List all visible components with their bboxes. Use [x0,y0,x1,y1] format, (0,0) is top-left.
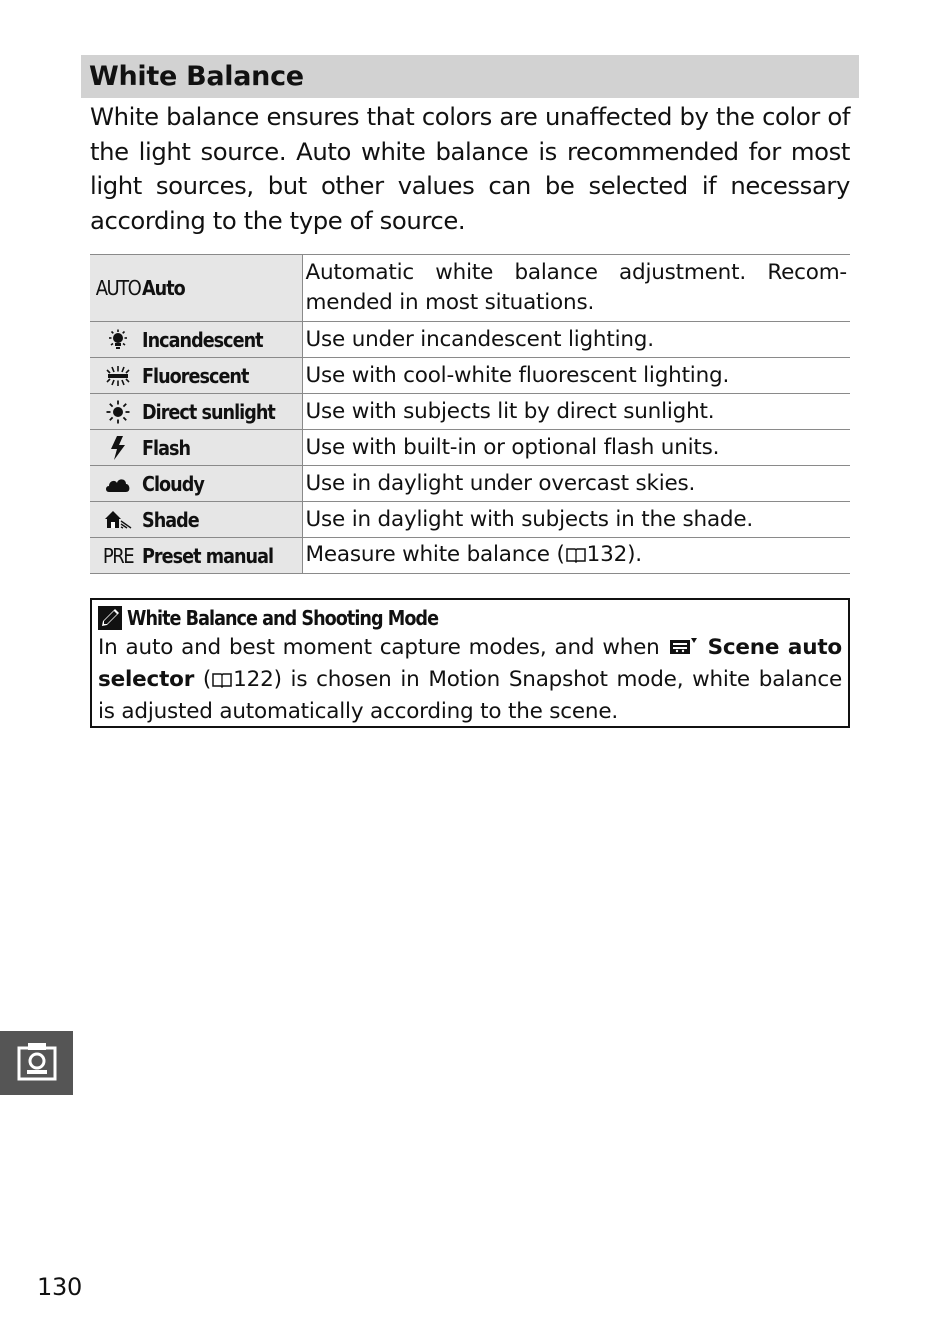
mode-name: Flash [142,435,191,460]
table-row [90,255,850,322]
table-row [90,394,850,430]
section-title: White Balance [89,61,304,92]
note-box [90,598,850,728]
mode-name: Fluorescent [142,363,249,388]
auto-icon: AUTO [95,276,141,300]
table-row [90,538,850,574]
shade-icon [94,510,142,530]
page-ref[interactable]: 122 [233,667,274,692]
mode-name: Shade [142,507,199,532]
table-row [90,322,850,358]
cloudy-icon [94,475,142,493]
mode-description: Use in daylight with subjects in the shade. [302,502,850,538]
book-ref-icon [212,667,232,697]
mode-description: Use with subjects lit by direct sunlight. [302,394,850,430]
mode-description: Use in daylight under overcast skies. [302,466,850,502]
scene-auto-selector-label: Scene auto selector [98,635,842,692]
mode-name: Incandescent [142,327,263,352]
intro-paragraph: White balance ensures that colors are unaffected by the color of the light source. Auto white balance is recommended for most light sources, but other values can be selected if necessary according to the type of source. [90,102,850,235]
table-row [90,358,850,394]
mode-name: Direct sunlight [142,399,275,424]
mode-name: Cloudy [142,471,204,496]
section-header [81,55,859,98]
book-ref-icon [566,542,586,572]
mode-description: Automatic white balance adjustment. Recom-mended in most situations. [302,255,850,322]
page-number: 130 [37,1273,82,1301]
preset-icon: PRE [102,543,134,568]
table-row [90,466,850,502]
page-ref[interactable]: 132 [586,541,628,567]
white-balance-table [90,254,850,574]
table-row [90,502,850,538]
note-title: White Balance and Shooting Mode [127,606,439,630]
incandescent-icon [94,329,142,351]
mode-description: Use with built-in or optional flash units. [302,430,850,466]
note-body: In auto and best moment capture modes, and when Scene auto selector ( 122) is chosen in Motion Snapshot mode, white balance is adjusted automatically according to the scene. [98,635,842,724]
mode-description: Measure white balance ( 132). [302,538,850,574]
flash-icon [94,436,142,460]
direct-sunlight-icon [94,400,142,424]
mode-name: Preset manual [142,543,274,568]
fluorescent-icon [94,365,142,387]
scene-auto-icon [669,635,699,665]
shooting-menu-icon [17,1041,57,1085]
pencil-note-icon [98,606,122,630]
mode-name: Auto [142,276,185,300]
side-tab[interactable] [0,1031,73,1095]
mode-description: Use with cool-white fluorescent lighting. [302,358,850,394]
mode-description: Use under incandescent lighting. [302,322,850,358]
table-row [90,430,850,466]
